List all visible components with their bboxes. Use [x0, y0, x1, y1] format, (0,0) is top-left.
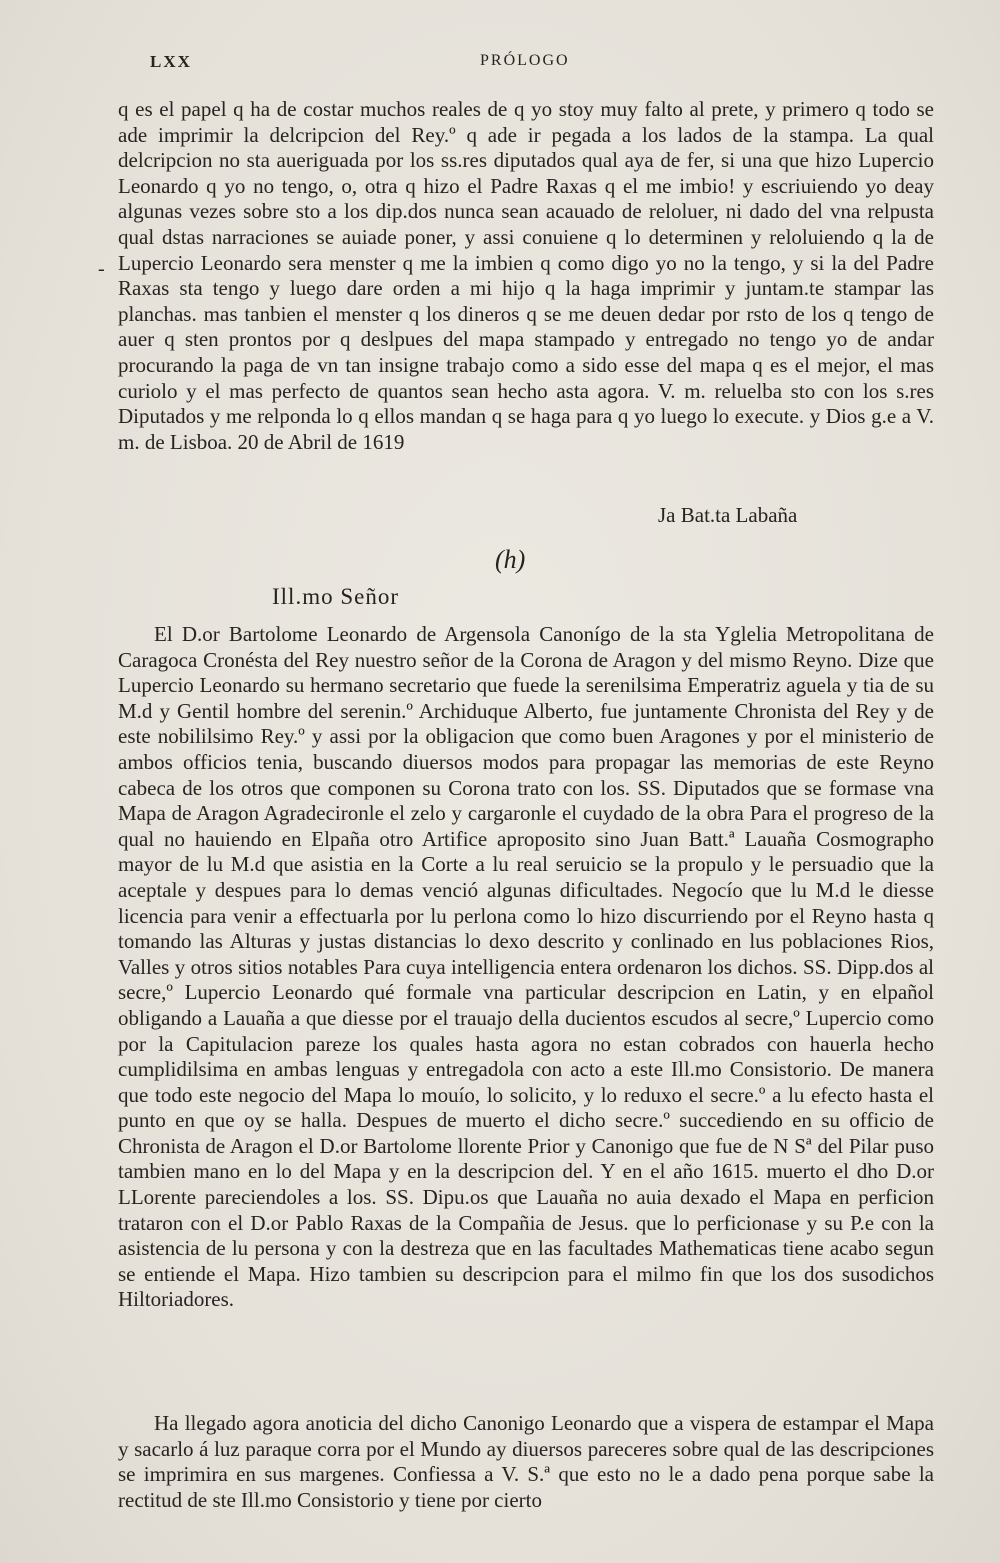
letter-body-1 — [118, 97, 934, 455]
letter-1-signature: Ja Bat.ta Labaña — [658, 503, 798, 527]
letter-2-salutation: Ill.mo Señor — [272, 584, 399, 609]
margin-dash: - — [98, 258, 105, 280]
letter-2-paragraph-1: El D.or Bartolome Leonardo de Argensola Canonígo de la sta Yglelia Metropolitana de Caragoca Cronésta del Rey nuestro señor de la Corona de Aragon y del mismo Reyno. Dize que Lupercio Leonardo su hermano secretario que fuede la serenilsima Emperatriz aguela y tia de su M.d y Gentil hombre del serenin.º Archiduque Alberto, fue juntamente Chronista del Rey y de este nobililsimo Rey.º y assi por la obligacion que como buen Aragones y por el ministerio de ambos officios tenia, buscando diuersos modos para propagar las memorias de este Reyno cabeca de los otros que componen su Corona trato con los. SS. Diputados que se formase vna Mapa de Aragon Agradecironle el zelo y cargaronle el cuydado de la obra Para el progreso de la qual no hauiendo en Elpaña otro Artifice aproposito sino Juan Batt.ª Lauaña Cosmographo mayor de lu M.d que asistia en la Corte a lu real seruicio se la propulo y le persuadio que la aceptale y despues para lo demas venció algunas dificultades. Negocío que lu M.d le diesse licencia para venir a effectuarla por lu perlona como lo hizo discurriendo por el Reyno hasta q tomando las Alturas y justas distancias lo dexo descrito y conlinado en lus poblaciones Rios, Valles y otros sitios notables Para cuya intelligencia entera ordenaron los dichos. SS. Dipp.dos al secre,º Lupercio Leonardo qué formale vna particular descripcion en Latin, y en elpañol obligando a Lauaña a que diesse por el trauajo della ducientos escudos al secre,º Lupercio como por la Capitulacion pareze los quales hasta agora no estan cobrados con hauerla hecho cumplidilsima en ambas lenguas y entregadola con acto a este Ill.mo Consistorio. De manera que todo este negocio del Mapa lo mouío, lo solicito, y lo reduxo el secre.º a lu efecto hasta el punto en que oy se halla. Despues de muerto el dicho secre.º succediendo en su officio de Chronista de Aragon el D.or Bartolome llorente Prior y Canonigo que fue de N Sª del Pilar puso tambien mano en lo del Mapa y en la descripcion del. Y en el año 1615. muerto el dho D.or LLorente pareciendoles a los. SS. Dipu.os que Lauaña no auia dexado el Mapa en perficion trataron con el D.or Pablo Raxas de la Compañia de Jesus. que lo perficionase y su P.e con la asistencia de lu persona y con la destreza que en las facultades Mathematicas tiene acabo segun se entiende el Mapa. Hizo tambien su descripcion para el milmo fin que los dos susodichos Hiltoriadores. — [118, 622, 934, 1312]
letter-body-3 — [118, 1411, 934, 1513]
page-header — [150, 52, 940, 82]
letter-1-paragraph: q es el papel q ha de costar muchos reales de q yo stoy muy falto al prete, y primero q todo se ade imprimir la delcripcion del Rey.º q ade ir pegada a los lados de la stampa. La qual delcripcion no sta aueriguada por los ss.res diputados qual aya de fer, si una que hizo Lupercio Leonardo q yo no tengo, o, otra q hizo el Padre Raxas q el me imbio! y escriuiendo yo deay algunas vezes sobre sto a los dip.dos nunca sean acauado de reloluer, ni dado del vna relpusta qual dstas narraciones se auiade poner, y assi conuiene q lo determinen y reloluiendo q la de Lupercio Leonardo sera menster q me la imbien q como digo yo no la tengo, y si la del Padre Raxas sta tengo y luego dare orden a mi hijo q la haga imprimir y juntam.te stampar las planchas. mas tanbien el menster q los dineros q se me deuen dedar por rsto de los q tengo de auer q sten prontos por q deslpues del mapa stampado y entregado no tengo yo de andar procurando la paga de vn tan insigne trabajo como a sido esse del mapa q es el mejor, el mas curiolo y el mas perfecto de quantos sean hecho asta agora. V. m. reluelba sto con los s.res Diputados y me relponda lo q ellos mandan q se haga para q yo luego lo execute. y Dios g.e a V. m. de Lisboa. 20 de Abril de 1619 — [118, 97, 934, 454]
letter-body-2 — [118, 622, 934, 1313]
letter-2-mark: (h) — [495, 545, 526, 574]
letter-2-paragraph-2: Ha llegado agora anoticia del dicho Canonigo Leonardo que a vispera de estampar el Mapa y sacarlo á luz paraque corra por el Mundo ay diuersos pareceres sobre qual de las descripciones se imprimira en sus margenes. Confiessa a V. S.ª que esto no le a dado pena porque sabe la rectitud de ste Ill.mo Consistorio y tiene por cierto — [118, 1411, 934, 1512]
running-title: PRÓLOGO — [480, 52, 570, 69]
page-number: LXX — [150, 52, 192, 71]
